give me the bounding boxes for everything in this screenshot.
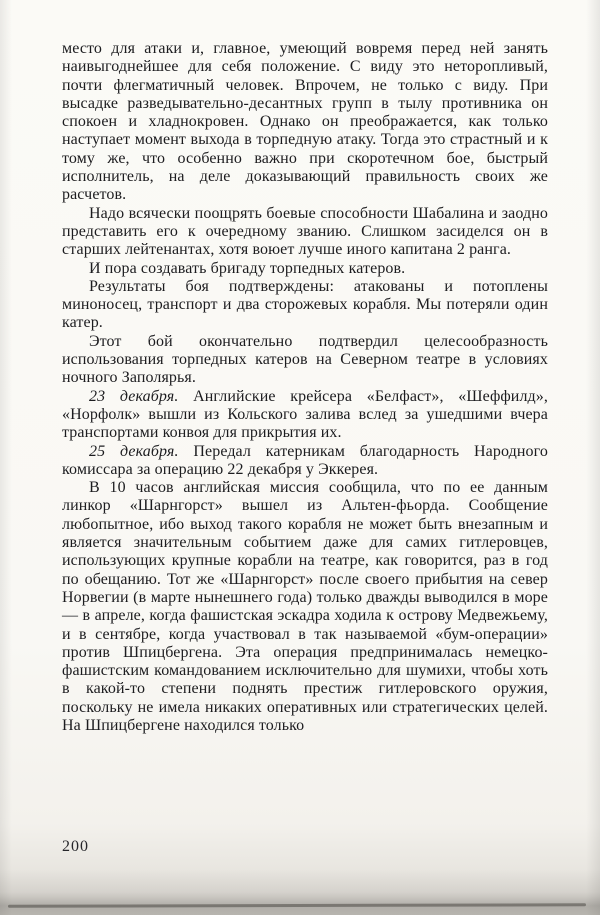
paragraph: И пора создавать бригаду торпедных катеров. (89, 259, 406, 277)
paragraph: Надо всячески поощрять боевые способности Шабалина и заодно представить его к очередному званию. Слишком засиделся он в старших лейтенантах, хотя воюет лучше иного капитана 2 ранга. (62, 204, 548, 259)
paragraph: место для атаки и, главное, умеющий вовремя перед ней занять наивыгоднейшее для себя положение. С виду это неторопливый, почти флегматичный человек. Впрочем, не только с виду. При высадке разведывательно-десантных групп в тылу противника он спокоен и хладнокровен. Однако он преображается, как только наступает момент выхода в торпедную атаку. Тогда это страстный и к тому же, что особенно важно при скоротечном бое, быстрый исполнитель, на деле доказывающий правильность своих же расчетов. (62, 40, 548, 204)
paragraph: Этот бой окончательно подтвердил целесообразность использования торпедных катеров на Северном театре в условиях ночного Заполярья. (62, 332, 548, 387)
page-text (62, 40, 548, 735)
page-right-edge-shadow (586, 0, 600, 915)
page-number: 200 (62, 838, 89, 855)
paragraph: 23 декабря. Английские крейсера «Белфаст», «Шеффилд», «Норфолк» вышли из Кольского залива вслед за ушедшими вчера транспортами конвоя для прикрытия их. (62, 387, 548, 442)
paragraph: 25 декабря. Передал катерникам благодарность Народного комиссара за операцию 22 декабря у Эккерея. (62, 442, 548, 478)
paragraph: В 10 часов английская миссия сообщила, что по ее данным линкор «Шарнгорст» вышел из Альтен-фьорда. Сообщение любопытное, ибо выход такого корабля не может быть внезапным и является значительным событием даже для самих гитлеровцев, использующих крупные корабли на театре, как говорится, раз в год по обещанию. Тот же «Шарнгорст» после своего прибытия на север Норвегии (в марте нынешнего года) только дважды выводился в море — в апреле, когда фашистская эскадра ходила к острову Медвежьему, и в сентябре, когда участвовал в так называемой «бум-операции» против Шпицбергена. Эта операция предпринималась немецко-фашистским командованием исключительно для шумихи, чтобы хоть в какой-то степени поднять престиж гитлеровского оружия, поскольку не имела никаких оперативных или стратегических целей. На Шпицбергене находился только (62, 479, 548, 734)
page-left-edge-shadow (0, 0, 12, 915)
diary-date-lead: 25 декабря. (89, 442, 179, 460)
paragraph: Результаты боя подтверждены: атакованы и потоплены миноносец, транспорт и два сторожевых корабля. Мы потеряли один катер. (62, 277, 548, 332)
diary-date-lead: 23 декабря. (89, 387, 179, 405)
page-bottom-edge-shadow (0, 869, 600, 915)
